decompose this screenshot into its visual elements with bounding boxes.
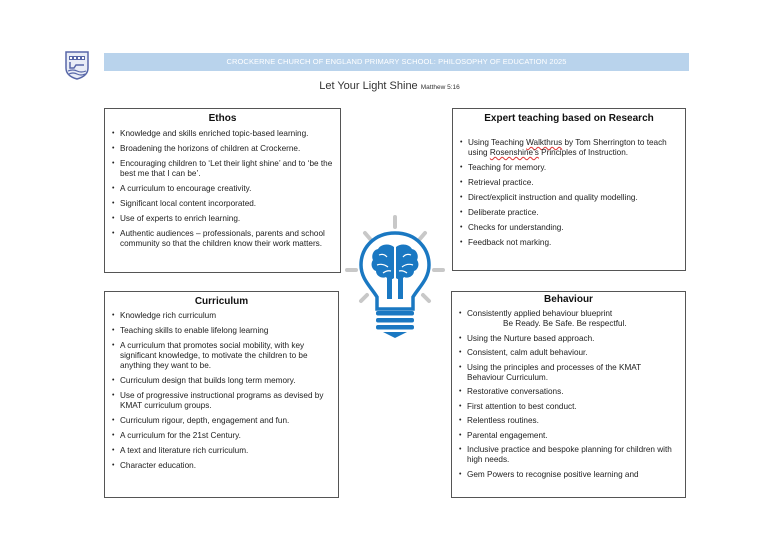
text: Rosenshine’s [489,148,539,157]
list-item: • Consistent, calm adult behaviour. [458,348,679,358]
list-item: • Use of progressive instructional programs as devised by KMAT curriculum groups. [111,391,332,411]
list-item: • Significant local content incorporated. [111,199,334,209]
list-item: • Retrieval practice. [459,178,679,188]
list-item: • Gem Powers to recognise positive learning and [458,470,679,480]
tagline-text: Let Your Light Shine [319,80,418,92]
school-crest-icon [64,50,90,80]
text: Using Teaching [468,138,527,147]
section-title: Ethos [208,113,237,124]
expert-list [459,138,679,248]
list-item: • A curriculum that promotes social mobility, with key significant knowledge, to motivate the children to be anything they want to be. [111,341,332,371]
text: Consistently applied behaviour blueprint [467,309,613,318]
list-item: • Restorative conversations. [458,387,679,397]
ethos-list [111,129,334,249]
list-item: • Use of experts to enrich learning. [111,214,334,224]
list-item: • Feedback not marking. [459,238,679,248]
list-item [458,309,679,329]
list-item: • Teaching for memory. [459,163,679,173]
curriculum-section [104,291,339,498]
behaviour-motto: Be Ready. Be Safe. Be respectful. [503,319,627,328]
text: by Tom Sherrington to teach using [468,138,667,157]
ethos-section [104,108,341,273]
list-item: • A curriculum to encourage creativity. [111,184,334,194]
behaviour-section [451,291,686,498]
expert-teaching-section [452,108,686,271]
list-item: • Teaching skills to enable lifelong learning [111,326,332,336]
list-item: • Knowledge and skills enriched topic-based learning. [111,129,334,139]
curriculum-list [111,311,332,471]
section-title: Expert teaching based on Research [484,113,654,124]
list-item: • A curriculum for the 21st Century. [111,431,332,441]
list-item: • Using the principles and processes of the KMAT Behaviour Curriculum. [458,363,679,383]
page-title-banner: CROCKERNE CHURCH OF ENGLAND PRIMARY SCHOOL: PHILOSOPHY OF EDUCATION 2025 [104,53,689,71]
text: Walkthrus [526,138,563,147]
list-item: • Curriculum design that builds long term memory. [111,376,332,386]
list-item: • Inclusive practice and bespoke planning for children with high needs. [458,445,679,465]
behaviour-list [458,309,679,480]
list-item: • Knowledge rich curriculum [111,311,332,321]
list-item: • Using the Nurture based approach. [458,334,679,344]
list-item: • Direct/explicit instruction and quality modelling. [459,193,679,203]
list-item: • Deliberate practice. [459,208,679,218]
tagline-reference: Matthew 5:16 [420,84,460,91]
list-item: • Relentless routines. [458,416,679,426]
list-item: • First attention to best conduct. [458,402,679,412]
section-title: Curriculum [194,296,249,307]
list-item: • Encouraging children to ‘Let their light shine’ and to ‘be the best me that I can be’. [111,159,334,179]
text: Principles of Instruction. [538,148,629,157]
list-item: • Authentic audiences – professionals, parents and school community so that the children know their work matters. [111,229,334,249]
list-item: • A text and literature rich curriculum. [111,446,332,456]
lightbulb-brain-icon [343,213,447,338]
list-item: • Parental engagement. [458,431,679,441]
list-item: • Broadening the horizons of children at Crockerne. [111,144,334,154]
tagline [0,80,779,92]
section-title: Behaviour [544,294,593,305]
list-item: • Curriculum rigour, depth, engagement and fun. [111,416,332,426]
list-item: • Checks for understanding. [459,223,679,233]
list-item: • Character education. [111,461,332,471]
list-item [459,138,679,158]
